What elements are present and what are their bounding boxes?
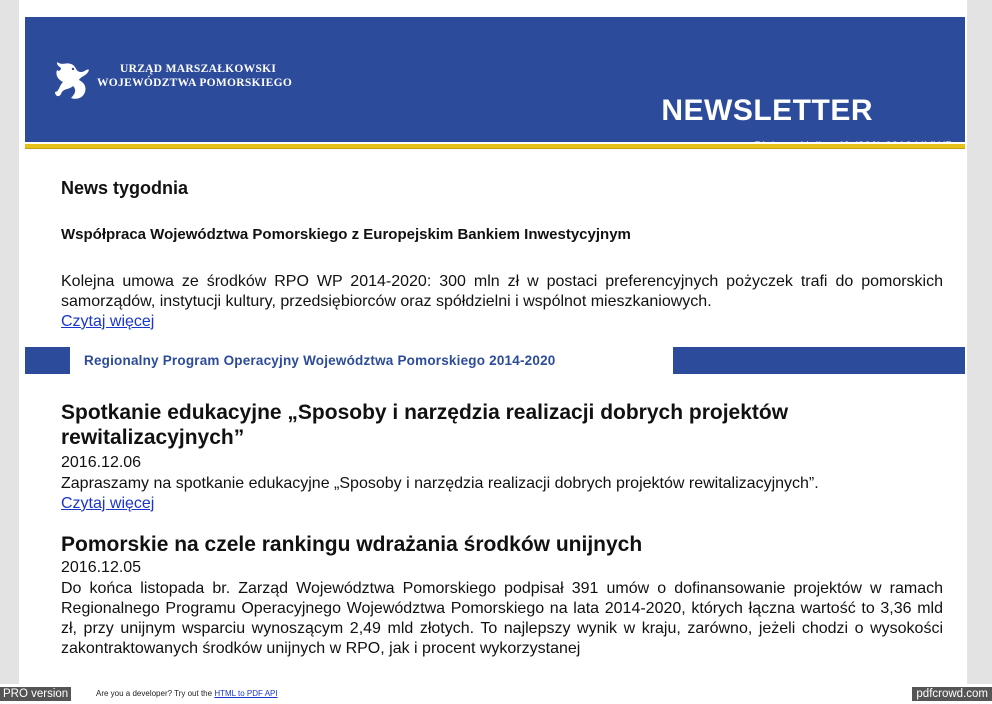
article-2-title: Pomorskie na czele rankingu wdrażania środków unijnych bbox=[61, 533, 643, 556]
org-line-2: WOJEWÓDZTWA POMORSKIEGO bbox=[97, 77, 293, 89]
article-1-read-more-link[interactable]: Czytaj więcej bbox=[61, 495, 155, 512]
section-bar bbox=[25, 347, 965, 374]
article-1-body bbox=[61, 474, 943, 514]
pdfcrowd-badge[interactable]: pdfcrowd.com bbox=[912, 687, 992, 701]
org-line-1: URZĄD MARSZAŁKOWSKI bbox=[120, 63, 277, 75]
article-2-date: 2016.12.05 bbox=[61, 559, 142, 576]
article-1-text: Zapraszamy na spotkanie edukacyjne „Sposoby i narzędzia realizacji dobrych projektów rewitalizacyjnych”. bbox=[61, 475, 819, 492]
newsletter-header bbox=[25, 17, 965, 142]
developer-promo bbox=[96, 689, 278, 698]
newsletter-page bbox=[25, 0, 965, 684]
developer-promo-text: Are you a developer? Try out the bbox=[96, 689, 213, 698]
news-week-body bbox=[61, 272, 943, 332]
gold-divider-shadow bbox=[25, 148, 965, 149]
pro-version-badge: PRO version bbox=[0, 687, 71, 701]
article-1-date: 2016.12.06 bbox=[61, 454, 142, 471]
news-week-read-more-link[interactable]: Czytaj więcej bbox=[61, 313, 155, 330]
organization-name bbox=[97, 62, 292, 90]
article-1-title: Spotkanie edukacyjne „Sposoby i narzędzia realizacji dobrych projektów rewitalizacyjnych” bbox=[61, 401, 789, 449]
news-week-text: Kolejna umowa ze środków RPO WP 2014-2020: 300 mln zł w postaci preferencyjnych pożyczek trafi do pomorskich samorządów, instytucji kultury, przedsiębiorców oraz spółdzielni i wspólnot mieszkaniowych. bbox=[61, 273, 943, 310]
left-gutter bbox=[0, 0, 19, 684]
news-week-heading: News tygodnia bbox=[61, 178, 189, 198]
news-week-subtitle: Współpraca Województwa Pomorskiego z Europejskim Bankiem Inwestycyjnym bbox=[61, 226, 631, 243]
pdf-footer bbox=[0, 684, 992, 704]
article-2-body: Do końca listopada br. Zarząd Województwa Pomorskiego podpisał 391 umów o dofinansowanie projektów w ramach Regionalnego Programu Operacyjnego Województwa Pomorskiego na lata 2014-2020, których łączna wartość to 3,36 mld zł, przy unijnym wsparciu wynoszącym 2,49 mld złotych. To najlepszy wynik w kraju, zarówno, jeżeli chodzi o wysokości zakontraktowanych środków unijnych w RPO, jak i procent wykorzystanej bbox=[61, 580, 943, 657]
html-to-pdf-link[interactable]: HTML to PDF API bbox=[214, 689, 278, 698]
section-label: Regionalny Program Operacyjny Województwa Pomorskiego 2014-2020 bbox=[84, 353, 556, 368]
right-gutter bbox=[967, 0, 992, 684]
newsletter-title: NEWSLETTER bbox=[661, 94, 873, 127]
griffin-logo-icon bbox=[51, 58, 93, 102]
